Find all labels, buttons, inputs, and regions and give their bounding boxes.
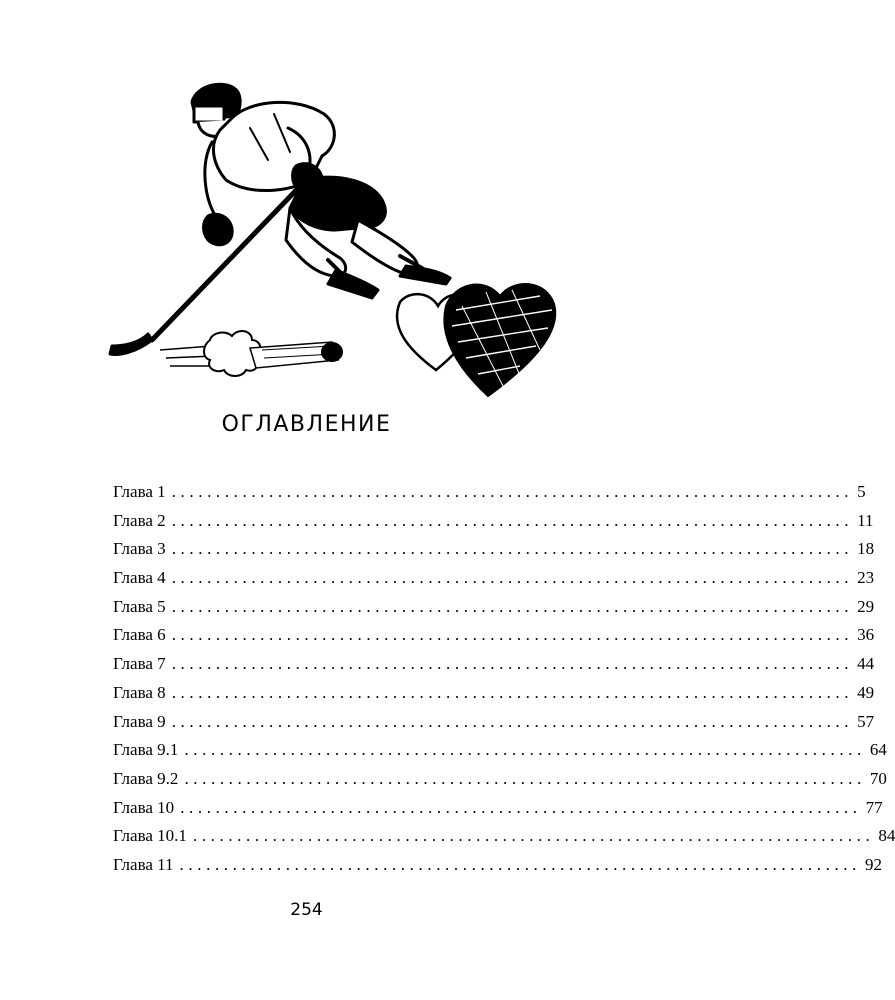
toc-entry-label: Глава 1 xyxy=(113,482,166,501)
toc-entry-label: Глава 11 xyxy=(113,854,174,874)
toc-entry[interactable] xyxy=(113,679,875,708)
toc-entry-page: 92 xyxy=(865,854,882,874)
toc-entry-page: 57 xyxy=(857,711,875,731)
toc-entry-label: Глава 7 xyxy=(113,654,166,674)
toc-entry-label: Глава 2 xyxy=(113,510,166,530)
toc-entry-label: Глава 8 xyxy=(113,682,166,702)
toc-leader-dots: ............................................................................. xyxy=(171,568,854,588)
toc-leader-dots: ............................................................................. xyxy=(171,711,854,731)
toc-entry[interactable] xyxy=(113,535,875,564)
toc-entry-label: Глава 5 xyxy=(113,596,166,616)
toc-entry-page: 29 xyxy=(857,596,875,616)
hockey-player-icon xyxy=(110,84,450,354)
toc-entry[interactable] xyxy=(113,736,887,765)
toc-entry-label: Глава 3 xyxy=(113,539,166,559)
toc-title: ОГЛАВЛЕНИЕ xyxy=(221,412,392,437)
heart-scribbled-icon xyxy=(444,284,555,396)
toc-entry-page: 23 xyxy=(857,568,875,588)
toc-leader-dots: ............................................................................. xyxy=(171,596,854,616)
toc-leader-dots: ............................................................................. xyxy=(192,826,875,846)
toc-leader-dots: ............................................................................. xyxy=(171,510,854,530)
toc-entry[interactable] xyxy=(113,708,875,737)
hockey-puck-icon xyxy=(160,331,342,376)
toc-entry-page: 36 xyxy=(857,625,875,645)
page-number: 254 xyxy=(290,900,323,920)
toc-entry[interactable] xyxy=(113,507,874,536)
toc-entry[interactable] xyxy=(113,564,875,593)
toc-entry-label: Глава 9.2 xyxy=(113,768,179,788)
toc-leader-dots: ............................................................................. xyxy=(171,625,854,645)
toc-leader-dots: ............................................................................. xyxy=(180,797,862,817)
toc-entry-page: 77 xyxy=(865,797,883,817)
toc-entry[interactable] xyxy=(113,765,887,794)
toc-leader-dots: ............................................................................. xyxy=(184,768,866,788)
toc-entry-label: Глава 6 xyxy=(113,625,166,645)
toc-entry[interactable] xyxy=(113,478,866,507)
toc-entry-label: Глава 4 xyxy=(113,568,166,588)
toc-entry[interactable] xyxy=(113,621,875,650)
toc-leader-dots: ............................................................................. xyxy=(184,740,866,760)
toc-leader-dots: ............................................................................. xyxy=(171,682,854,702)
toc-entry-page: 18 xyxy=(857,539,875,559)
toc-leader-dots: ............................................................................. xyxy=(171,654,854,674)
toc-entry-page: 11 xyxy=(857,510,874,530)
toc-leader-dots: ............................................................................. xyxy=(171,539,854,559)
toc-entry-page: 44 xyxy=(857,654,875,674)
toc-entry[interactable] xyxy=(113,794,883,823)
toc-entry-label: Глава 9.1 xyxy=(113,740,179,760)
toc-list xyxy=(113,478,895,880)
toc-entry-label: Глава 10.1 xyxy=(113,826,187,846)
toc-entry-page: 5 xyxy=(857,482,866,501)
toc-entry-page: 84 xyxy=(878,826,895,846)
toc-entry[interactable] xyxy=(113,593,875,622)
toc-entry[interactable] xyxy=(113,851,882,880)
toc-entry-label: Глава 9 xyxy=(113,711,166,731)
toc-entry[interactable] xyxy=(113,650,875,679)
toc-leader-dots: ............................................................................. xyxy=(171,482,854,501)
toc-entry-page: 70 xyxy=(869,768,887,788)
toc-entry-label: Глава 10 xyxy=(113,797,175,817)
toc-entry-page: 64 xyxy=(869,740,887,760)
toc-entry[interactable] xyxy=(113,822,895,851)
hockey-illustration xyxy=(100,70,570,410)
toc-entry-page: 49 xyxy=(857,682,875,702)
toc-leader-dots: ............................................................................. xyxy=(179,854,861,874)
